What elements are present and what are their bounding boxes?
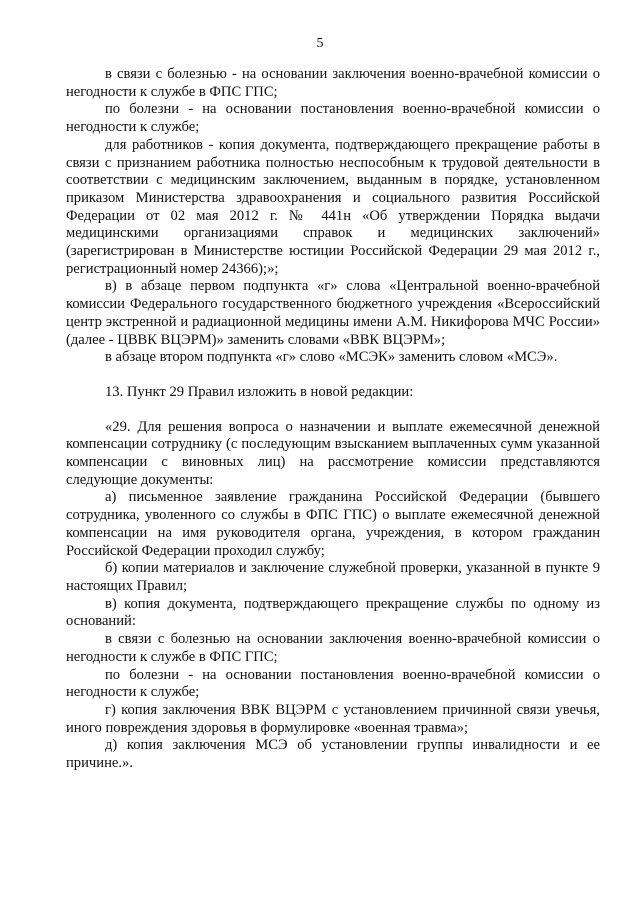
list-item-v: в) копия документа, подтверждающего прекращение службы по одному из оснований: (66, 595, 600, 630)
paragraph-subitem-g-replace: в абзаце втором подпункта «г» слово «МСЭК» заменить словом «МСЭ». (105, 349, 558, 366)
document-body (66, 66, 600, 773)
paragraph-illness-conclusion: в связи с болезнью - на основании заключения военно-врачебной комиссии о негодности к службе в ФПС ГПС; (66, 66, 600, 100)
paragraph-item-29-intro: «29. Для решения вопроса о назначении и выплате ежемесячной денежной компенсации сотруднику (с последующим взысканием выплаченных сумм указанной компенсации с виновных лиц) на рассмотрение комиссии представляются следующие документы: (66, 418, 600, 488)
section-heading-item-13: 13. Пункт 29 Правил изложить в новой редакции: (105, 383, 414, 400)
list-item-g: г) копия заключения ВВК ВЦЭРМ с установлением причинной связи увечья, иного повреждения здоровья в формулировке «военная травма»; (66, 701, 600, 736)
list-subitem-illness-conclusion: в связи с болезнью на основании заключения военно-врачебной комиссии о негодности к службе в ФПС ГПС; (66, 631, 600, 665)
paragraph-employees-document: для работников - копия документа, подтверждающего прекращение работы в связи с признанием работника полностью неспособным к трудовой деятельности в соответствии с медицинским заключением, выданным в порядке, установленном приказом Министерства здравоохранения и социального развития Российской Федерации от 02 мая 2012 г. № 441н «Об утверждении Порядка выдачи медицинскими организациями справок и медицинских заключений» (зарегистрирован в Министерстве юстиции Российской Федерации 29 мая 2012 г., регистрационный номер 24366);»; (66, 136, 600, 277)
paragraph-illness-resolution: по болезни - на основании постановления военно-врачебной комиссии о негодности к службе; (66, 101, 600, 136)
list-subitem-illness-resolution: по болезни - на основании постановления военно-врачебной комиссии о негодности к службе; (66, 666, 600, 701)
section-spacer (66, 367, 600, 384)
section-spacer (66, 402, 600, 419)
paragraph-subitem-v-replace: в) в абзаце первом подпункта «г» слова «Центральной военно-врачебной комиссии Федерального государственного бюджетного учреждения «Всероссийский центр экстренной и радиационной медицины имени А.М. Никифорова МЧС России» (далее - ЦВВК ВЦЭРМ)» заменить словами «ВВК ВЦЭРМ»; (66, 278, 600, 348)
page-number: 5 (316, 36, 324, 51)
list-item-a: а) письменное заявление гражданина Российской Федерации (бывшего сотрудника, уволенного со службы в ФПС ГПС) о выплате ежемесячной денежной компенсации на имя руководителя органа, учреждения, в котором гражданин Российской Федерации проходил службу; (66, 489, 600, 559)
list-item-d: д) копия заключения МСЭ об установлении группы инвалидности и ее причине.». (66, 737, 600, 772)
list-item-b: б) копии материалов и заключение служебной проверки, указанной в пункте 9 настоящих Правил; (66, 560, 600, 594)
